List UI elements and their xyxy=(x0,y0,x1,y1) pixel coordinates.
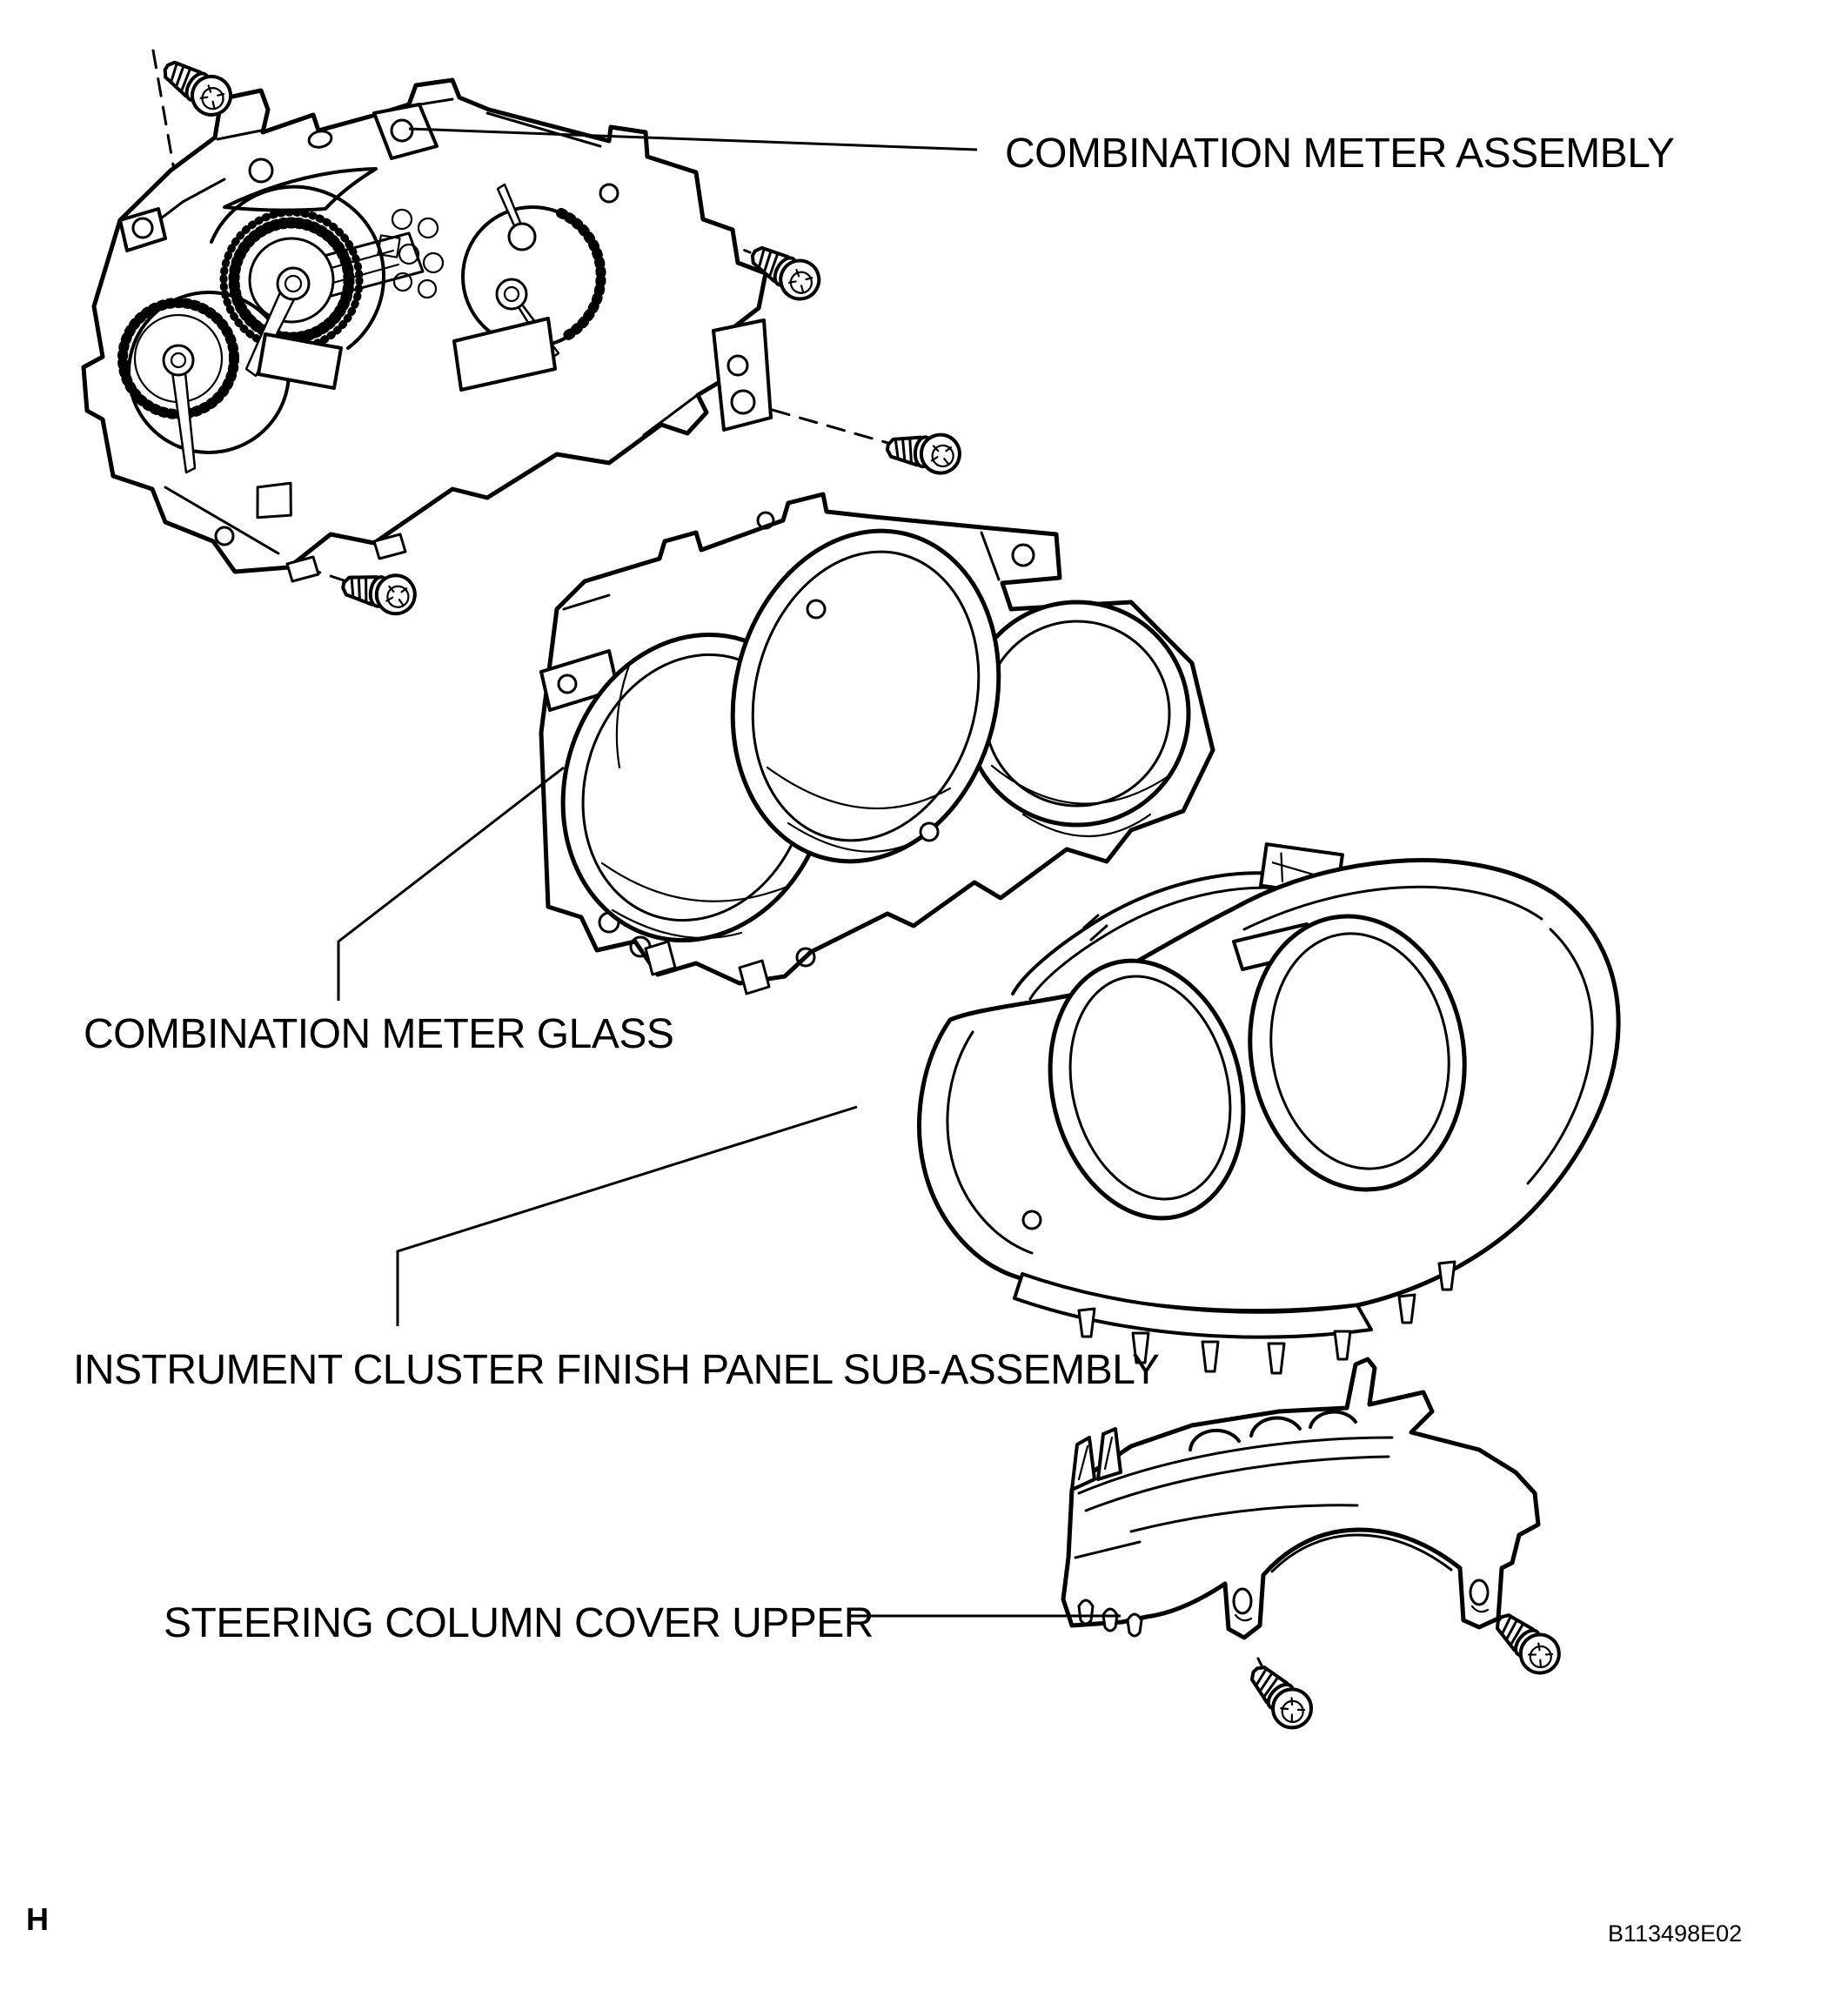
page-marker: H xyxy=(26,1901,49,1937)
screw-icon xyxy=(340,566,418,617)
steering-column-cover-upper-illustration xyxy=(1063,1359,1538,1638)
instrument-cluster-finish-panel-illustration xyxy=(920,844,1619,1373)
label-steering-column-cover-upper: STEERING COLUMN COVER UPPER xyxy=(164,1600,874,1646)
label-combination-meter-assembly: COMBINATION METER ASSEMBLY xyxy=(1005,131,1675,177)
combination-meter-assembly-illustration xyxy=(84,80,771,581)
figure-code: B113498E02 xyxy=(1608,1920,1743,1947)
screw-icon xyxy=(1242,1657,1319,1735)
label-combination-meter-glass: COMBINATION METER GLASS xyxy=(84,1011,674,1057)
screw-icon xyxy=(886,428,962,475)
label-instrument-cluster-finish-panel: INSTRUMENT CLUSTER FINISH PANEL SUB-ASSEMBLY xyxy=(73,1347,1160,1393)
